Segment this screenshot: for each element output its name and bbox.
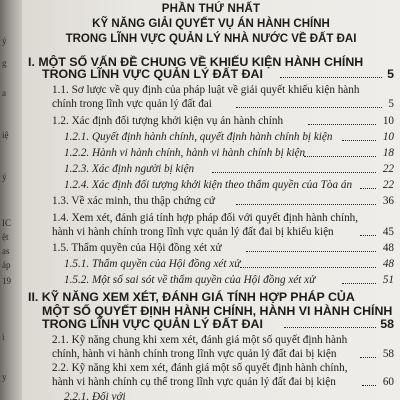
toc-entry-text: TRONG LĨNH VỰC QUẢN LÝ ĐẤT ĐAI [42,67,263,81]
page-number: 48 [382,242,394,254]
toc-entry-text: 1.2.4. Xác định đối tượng khởi kiện theo thẩm quyền của Tòa án [64,179,353,191]
spine-fragment: iệ [2,130,9,140]
spine-fragment: áp [2,260,11,270]
spine-fragment: ệt [2,232,9,242]
spine-fragment: ỷ [2,36,7,46]
leader-dots [304,147,376,157]
spine-fragment: g [2,58,7,68]
leader-dots [360,179,376,189]
toc-section-heading: MỘT SỐ QUYẾT ĐỊNH HÀNH CHÍNH, HÀNH VI HÀNH CHÍNH [42,304,393,318]
page-number: 48 [382,258,394,270]
toc-entry-text: 1.2.3. Xác định người bị kiện [64,163,195,175]
toc-entry-text: 1.5.1. Thẩm quyền của Hội đồng xét xử [64,258,241,270]
toc-entry-text: 1.3. Về xác minh, thu thập chứng cứ [52,195,215,207]
leader-dots [360,226,376,236]
toc-entry-text: 1.5.2. Một số sai sót về thẩm quyền của Hội đồng xét xử [64,274,316,286]
toc-entry-text: 2.2. Kỹ năng khi xem xét, đánh giá một số quyết định hành chính, [52,362,348,374]
page-number: 51 [382,274,394,286]
spine-fragment: as [2,246,10,256]
page-number: 22 [382,163,394,175]
page-number: 10 [382,131,394,143]
toc-entry-text: chính trong lĩnh vực quản lý đất đai [52,98,212,110]
spine-fragment: i [2,332,5,342]
leader-dots [342,131,376,141]
page-number: 58 [380,317,394,331]
chapter-title-line-1: KỸ NĂNG GIẢI QUYẾT VỤ ÁN HÀNH CHÍNH [92,18,330,30]
spine-fragment: IC [2,218,11,228]
leader-dots [236,98,382,108]
page-number: 36 [382,195,394,207]
page-number: 5 [387,67,394,81]
toc-entry-text-cut: 2.2.1. Đối với [64,391,126,400]
toc-entry-text: hành vi hành chính trong lĩnh vực quản lý đất đai bị khiếu kiện [52,226,334,238]
leader-dots [360,348,376,358]
leader-dots [362,376,376,386]
toc-entry-text: 2.1. Kỹ năng chung khi xem xét, đánh giá một số quyết định hành [52,334,348,346]
toc-entry-text: 1.2.1. Quyết định hành chính, quyết định hành chính bị kiện [64,131,333,143]
leader-dots [284,318,376,328]
leader-dots [212,163,376,173]
spine-fragment: y [2,372,7,382]
chapter-title-line-2: TRONG LĨNH VỰC QUẢN LÝ NHÀ NƯỚC VỀ ĐẤT ĐAI [65,33,357,45]
toc-entry-text: chính, hành vi hành chính trong lĩnh vực quản lý đất đai bị kiện [52,348,337,360]
leader-dots [240,258,376,268]
leader-dots [308,115,376,125]
spine-fragment: ý [2,172,7,182]
leader-dots [246,242,376,252]
spine-fragment: a [2,88,6,98]
toc-entry-text: hành vi hành chính cụ thể trong lĩnh vực quản lý đất đai bị kiện [52,376,336,388]
page-number: 60 [382,376,394,388]
page-number: 18 [382,147,394,159]
page-number: 58 [382,348,394,360]
book-page [22,0,400,400]
leader-dots [280,68,382,78]
toc-entry-text: 1.2. Xác định đối tượng khởi kiện vụ án hành chính [52,115,284,127]
leader-dots [342,274,376,284]
toc-entry-text: 1.1. Sơ lược về quy định của pháp luật về giải quyết khiếu kiện hành [52,84,360,96]
part-title: PHẦN THỨ NHẤT [161,3,261,15]
toc-section-heading: I. MỘT SỐ VẤN ĐỀ CHUNG VỀ KHIẾU KIỆN HÀNH CHÍNH [28,55,364,69]
toc-entry-text: 1.5. Thẩm quyền của Hội đồng xét xử [52,242,222,254]
toc-entry-text: 1.2.2. Hành vi hành chính, hành vi hành chính bị kiện [64,147,306,159]
toc-entry-text: 1.4. Xem xét, đánh giá tính hợp pháp đối với quyết định hành chính, [52,212,359,224]
page-number: 5 [388,98,394,110]
page-number: 10 [382,115,394,127]
book-spine-edge [0,0,22,400]
page-number: 45 [382,226,394,238]
leader-dots [236,195,376,205]
page-number: 22 [382,179,394,191]
toc-section-heading: II. KỸ NĂNG XEM XÉT, ĐÁNH GIÁ TÍNH HỢP PHÁP CỦA [28,290,355,304]
spine-fragment: 19 [2,276,11,286]
toc-entry-text: TRONG LĨNH VỰC QUẢN LÝ ĐẤT ĐAI [42,317,263,331]
